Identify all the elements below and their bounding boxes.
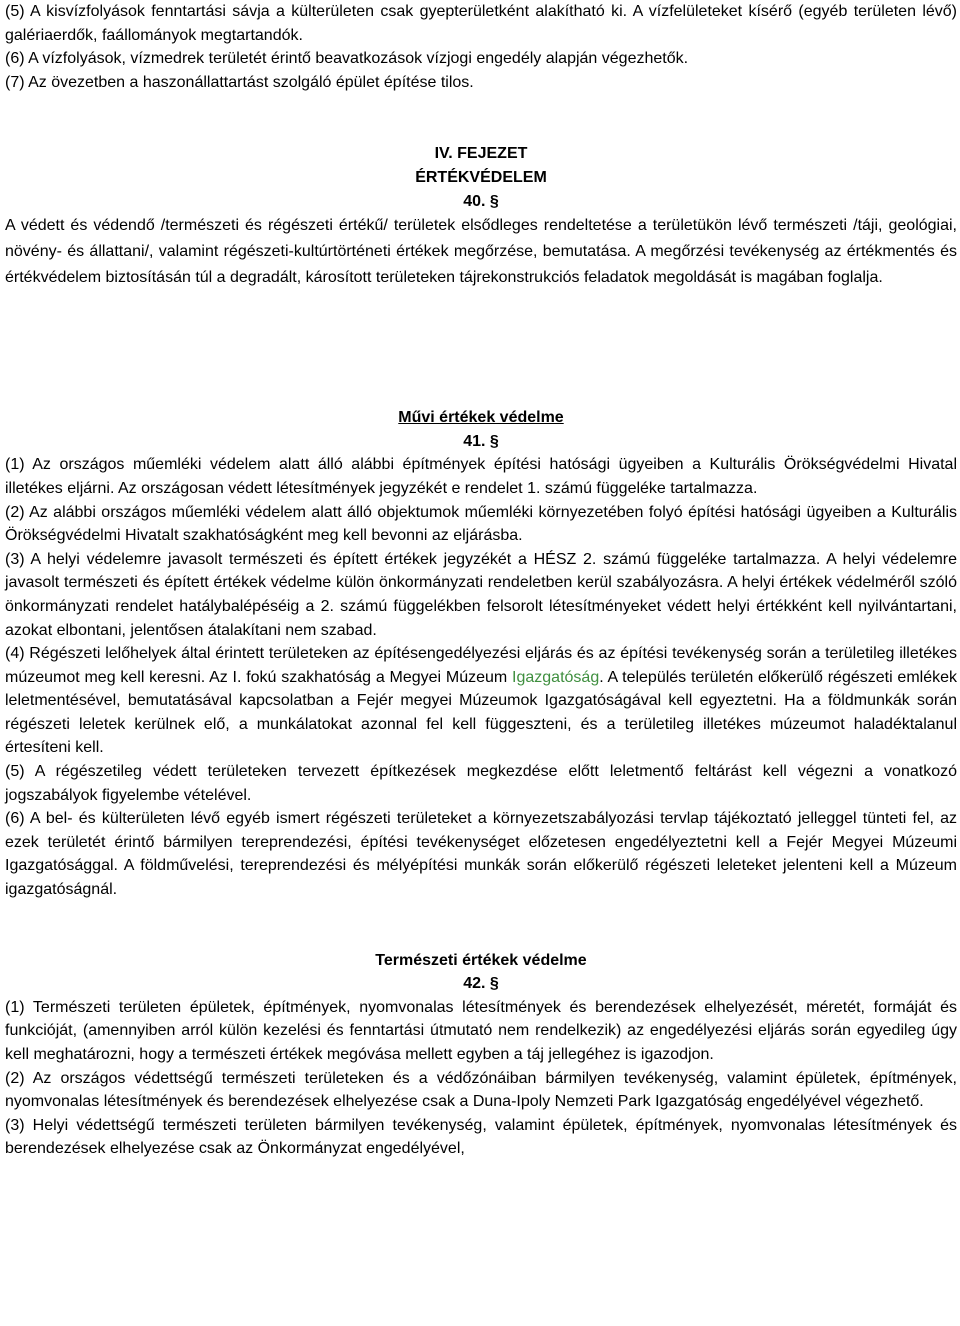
section-41-paragraph-4 — [5, 642, 957, 760]
section-42-paragraph-3: (3) Helyi védettségű természeti területen bármilyen tevékenység, valamint épületek, építmények, nyomvonalas létesítmények és berendezések elhelyezése csak az Önkormányzat engedélyével, — [5, 1116, 957, 1158]
section-sign-40: § — [489, 192, 499, 210]
spacer — [5, 902, 957, 949]
section-sign-42: § — [489, 975, 499, 993]
section-42-heading: Természeti értékek védelme — [375, 951, 587, 969]
section-41-paragraph-4-part-a: (4) Régészeti lelőhelyek által érintett területeken az építésengedélyezési eljárás és az építési tevékenység során a területileg illetékes múzeumot meg kell keresni. Az I. fokú szakhatóság a Megyei Múzeum — [5, 645, 957, 686]
section-41-paragraph-5: (5) A régészetileg védett területeken tervezett építkezések megkezdése előtt leletmentő feltárást kell végezni a vonatkozó jogszabályok figyelembe vételével. — [5, 763, 957, 804]
chapter-number: IV. FEJEZET — [434, 145, 528, 163]
section-41-number — [5, 430, 957, 454]
section-42-num: 42. — [463, 975, 486, 993]
section-41-num: 41. — [463, 432, 486, 450]
section-41-heading: Művi értékek védelme — [398, 409, 564, 427]
section-41-paragraph-3: (3) A helyi védelemre javasolt természeti és épített értékek jegyzékét a HÉSZ 2. számú függeléke tartalmazza. A helyi védelemre javasolt természeti és épített értékek védelme külön önkormányzati rendeletben kerül szabályozásra. A helyi értékek védelméről szóló önkormányzati rendelet hatálybalépéséig a 2. számú függelékben felsorolt létesítményeket védett helyi értékként kell nyilvántartani, azokat elbontani, jelentősen átalakítani nem szabad. — [5, 550, 957, 639]
section-41-paragraph-1: (1) Az országos műemléki védelem alatt álló alábbi építmények építési hatósági ügyeiben a Kulturális Örökségvédelmi Hivatal illetékes eljárni. Az országosan védett létesítmények jegyzékét e rendelet 1. számú függeléke tartalmazza. — [5, 456, 957, 497]
section-sign-41: § — [489, 432, 499, 450]
section-42-paragraph-1: (1) Természeti területen épületek, építmények, nyomvonalas létesítmények és berendezések elhelyezését, méretét, formáját és funkcióját, (amennyiben arról külön kezelési és fenntartási útmutató nem rendelkezik) az engedélyezési eljárás során egyedileg úgy kell meghatározni, hogy a természeti értékek megóvása mellett egyben a táj jellegéhez is igazodjon. — [5, 998, 957, 1063]
highlighted-word: Igazgatóság — [512, 668, 600, 686]
section-41-paragraph-6: (6) A bel- és külterületen lévő egyéb ismert régészeti területeket a környezetszabályozási tervlap tájékoztató jelleggel tünteti fel, az ezek területét érintő bármilyen tereprendezési, építési tevékenységet előzetesen engedélyeztetni kell a Fejér Megyei Múzeumi Igazgatósággal. A földművelési, tereprendezési és mélyépítési munkák során előkerülő régészeti leleteket jelenteni kell a Múzeum igazgatóságnál. — [5, 810, 957, 899]
spacer — [5, 291, 957, 406]
section-40-text: A védett és védendő /természeti és régészeti értékű/ területek elsődleges rendeltetése a területükön lévő természeti /táji, geológiai, növény- és állattani/, valamint régészeti-kultúrtörténeti értékek megőrzése, bemutatása. A megőrzési tevékenység az értékmentés és értékvédelem biztosításán túl a degradált, károsított területeken tájrekonstrukciós feladatok megoldását is magában foglalja. — [5, 217, 957, 287]
section-40-num: 40. — [463, 192, 486, 210]
section-42-number — [5, 972, 957, 996]
chapter-title: ÉRTÉKVÉDELEM — [415, 168, 547, 186]
section-41-paragraph-4-part-b: . A település területén előkerülő régészeti emlékek leletmentésével, bemutatásával kapcsolatban a Fejér megyei Múzeumok Igazgatóságával kell egyeztetni. Ha a földmunkák során régészeti leletek kerülnek elő, a munkálatokat azonnal fel kell függeszteni, és a területileg illetékes múzeumot haladéktalanul értesíteni kell. — [5, 668, 957, 757]
paragraph-top-7: (7) Az övezetben a haszonállattartást szolgáló épület építése tilos. — [5, 73, 474, 91]
section-40-number — [5, 190, 957, 214]
paragraph-top-5: (5) A kisvízfolyások fenntartási sávja a külterületen csak gyepterületként alakítható ki. A vízfelületeket kísérő (egyéb területen lévő) galériaerdők, faállományok megtartandók. — [5, 3, 957, 44]
section-42-paragraph-2: (2) Az országos védettségű természeti területeken és a védőzónáiban bármilyen tevékenység, valamint épületek, építmények, nyomvonalas létesítmények és berendezések elhelyezése csak a Duna-Ipoly Nemzeti Park Igazgatóság engedélyével végezhető. — [5, 1069, 957, 1111]
spacer — [5, 94, 957, 142]
section-41-paragraph-2: (2) Az alábbi országos műemléki védelem alatt álló objektumok műemléki környezetében folyó építési hatósági ügyeiben a Kulturális Örökségvédelmi Hivatalt szakhatóságként meg kell bevonni az eljárásba. — [5, 503, 957, 545]
paragraph-top-6: (6) A vízfolyások, vízmedrek területét érintő beavatkozások vízjogi engedély alapján végezhetők. — [5, 50, 689, 68]
